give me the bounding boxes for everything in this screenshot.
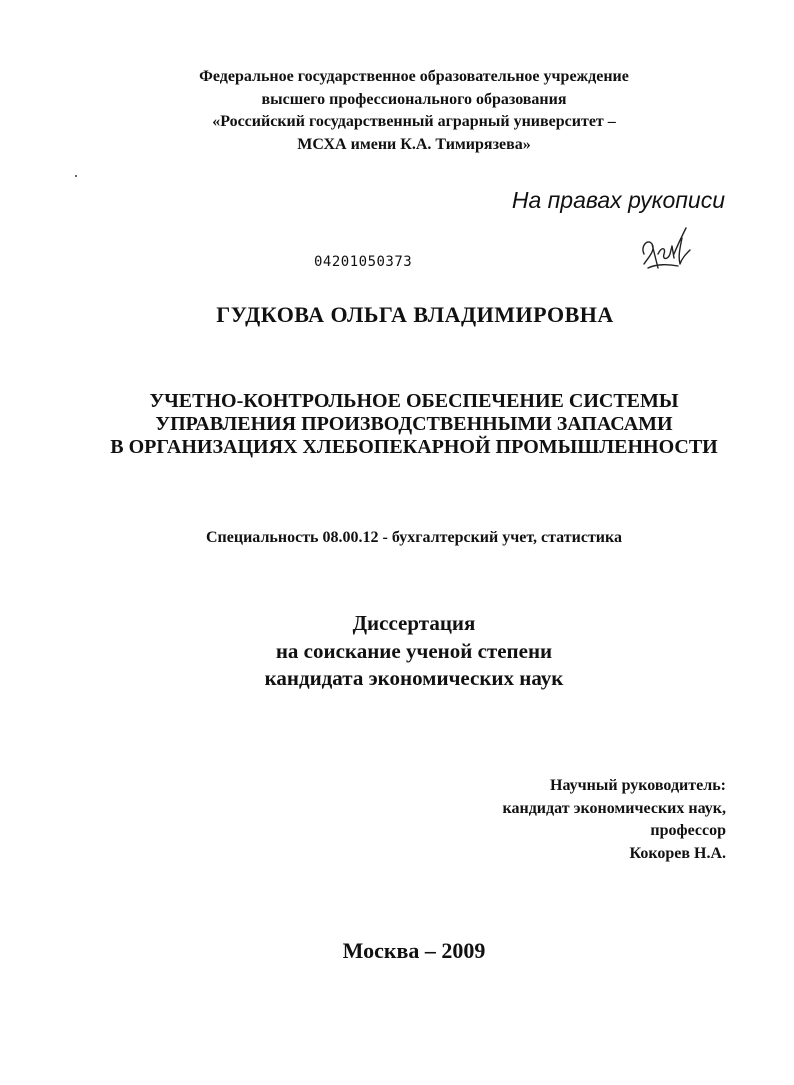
document-number: 04201050373 bbox=[314, 254, 413, 270]
supervisor-line: кандидат экономических наук, bbox=[502, 799, 726, 817]
degree-line: кандидата экономических наук bbox=[264, 666, 564, 690]
manuscript-note: На правах рукописи bbox=[511, 187, 725, 213]
specialty: Специальность 08.00.12 - бухгалтерский учет, статистика bbox=[205, 529, 622, 546]
supervisor-line: Кокорев Н.А. bbox=[629, 844, 726, 862]
thesis-title-line: УПРАВЛЕНИЯ ПРОИЗВОДСТВЕННЫМИ ЗАПАСАМИ bbox=[155, 413, 673, 435]
thesis-title-line: УЧЕТНО-КОНТРОЛЬНОЕ ОБЕСПЕЧЕНИЕ СИСТЕМЫ bbox=[149, 390, 679, 412]
degree-line: Диссертация bbox=[352, 611, 476, 635]
place-year: Москва – 2009 bbox=[342, 938, 486, 963]
author-name: ГУДКОВА ОЛЬГА ВЛАДИМИРОВНА bbox=[216, 302, 614, 327]
author-signature bbox=[638, 224, 696, 272]
institution-header bbox=[0, 66, 794, 156]
thesis-title-line: В ОРГАНИЗАЦИЯХ ХЛЕБОПЕКАРНОЙ ПРОМЫШЛЕННОСТИ bbox=[110, 436, 718, 458]
supervisor-line: профессор bbox=[650, 822, 726, 839]
institution-line: высшего профессионального образования bbox=[261, 90, 567, 108]
degree-statement bbox=[0, 610, 794, 693]
scan-speck bbox=[75, 175, 77, 177]
degree-line: на соискание ученой степени bbox=[275, 638, 553, 663]
thesis-title bbox=[0, 390, 794, 459]
institution-line: МСХА имени К.А. Тимирязева» bbox=[297, 135, 531, 153]
institution-line: «Российский государственный аграрный университет – bbox=[212, 113, 616, 130]
institution-line: Федеральное государственное образовательное учреждение bbox=[199, 68, 629, 85]
supervisor-line: Научный руководитель: bbox=[550, 777, 726, 794]
supervisor-block bbox=[400, 775, 726, 865]
